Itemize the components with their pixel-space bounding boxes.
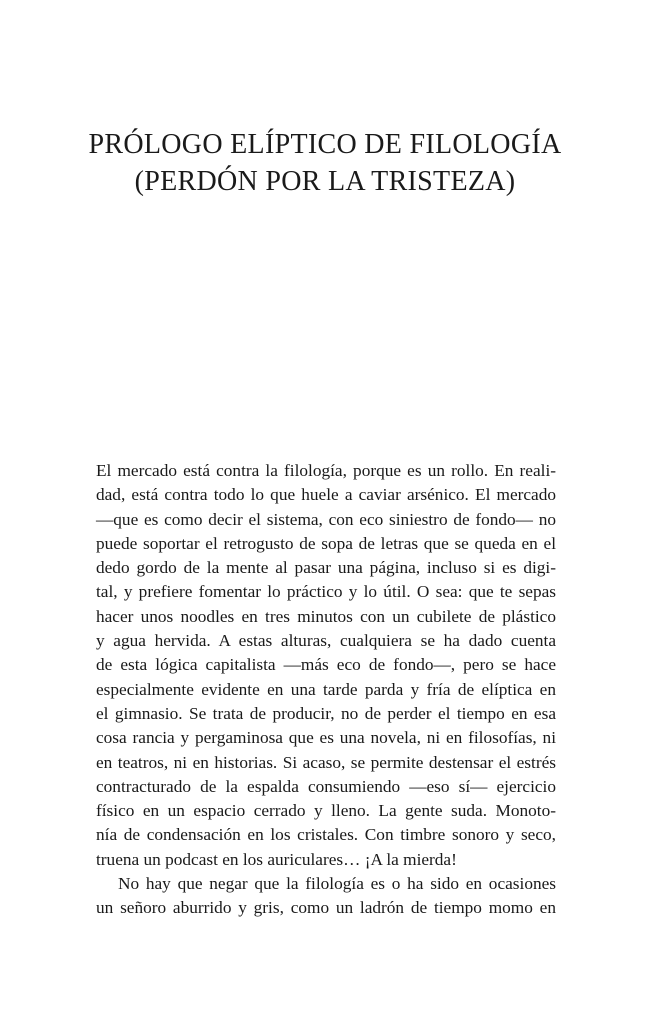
text-line: en teatros, ni en historias. Si acaso, se permite destensar el estrés [96,752,556,772]
text-line: cosa rancia y pergaminosa que es una novela, ni en filosofías, ni [96,728,556,748]
text-line: un señoro aburrido y gris, como un ladrón de tiempo momo en [96,898,556,918]
text-line: físico en un espacio cerrado y lleno. La gente suda. Monoto- [96,801,556,821]
text-line: hacer unos noodles en tres minutos con un cubilete de plástico [96,606,556,626]
text-line: dedo gordo de la mente al pasar una página, incluso si es digi- [96,558,556,578]
paragraph-start-line: No hay que negar que la filología es o ha sido en ocasiones [118,874,556,894]
text-line: y agua hervida. A estas alturas, cualquiera se ha dado cuenta [96,631,556,651]
text-line: tal, y prefiere fomentar lo práctico y lo útil. O sea: que te sepas [96,582,556,602]
chapter-title-line-1: PRÓLOGO ELÍPTICO DE FILOLOGÍA [88,129,562,160]
text-line: —que es como decir el sistema, con eco siniestro de fondo— no [96,509,556,529]
paragraph-end-line: truena un podcast en los auriculares… ¡A la mierda! [96,849,457,869]
text-line: de esta lógica capitalista —más eco de fondo—, pero se hace [96,655,556,675]
text-line: puede soportar el retrogusto de sopa de letras que se queda en el [96,533,556,553]
text-line: el gimnasio. Se trata de producir, no de perder el tiempo en esa [96,703,556,723]
text-line: dad, está contra todo lo que huele a caviar arsénico. El mercado [96,485,556,505]
chapter-title-line-2: (PERDÓN POR LA TRISTEZA) [134,166,516,197]
text-line: especialmente evidente en una tarde parda y fría de elíptica en [96,679,556,699]
text-line: contracturado de la espalda consumiendo —eso sí— ejercicio [96,776,556,796]
body-text [96,459,556,921]
text-line: El mercado está contra la filología, porque es un rollo. En reali- [96,461,556,480]
chapter-title [60,126,590,200]
text-line: nía de condensación en los cristales. Con timbre sonoro y seco, [96,825,556,845]
